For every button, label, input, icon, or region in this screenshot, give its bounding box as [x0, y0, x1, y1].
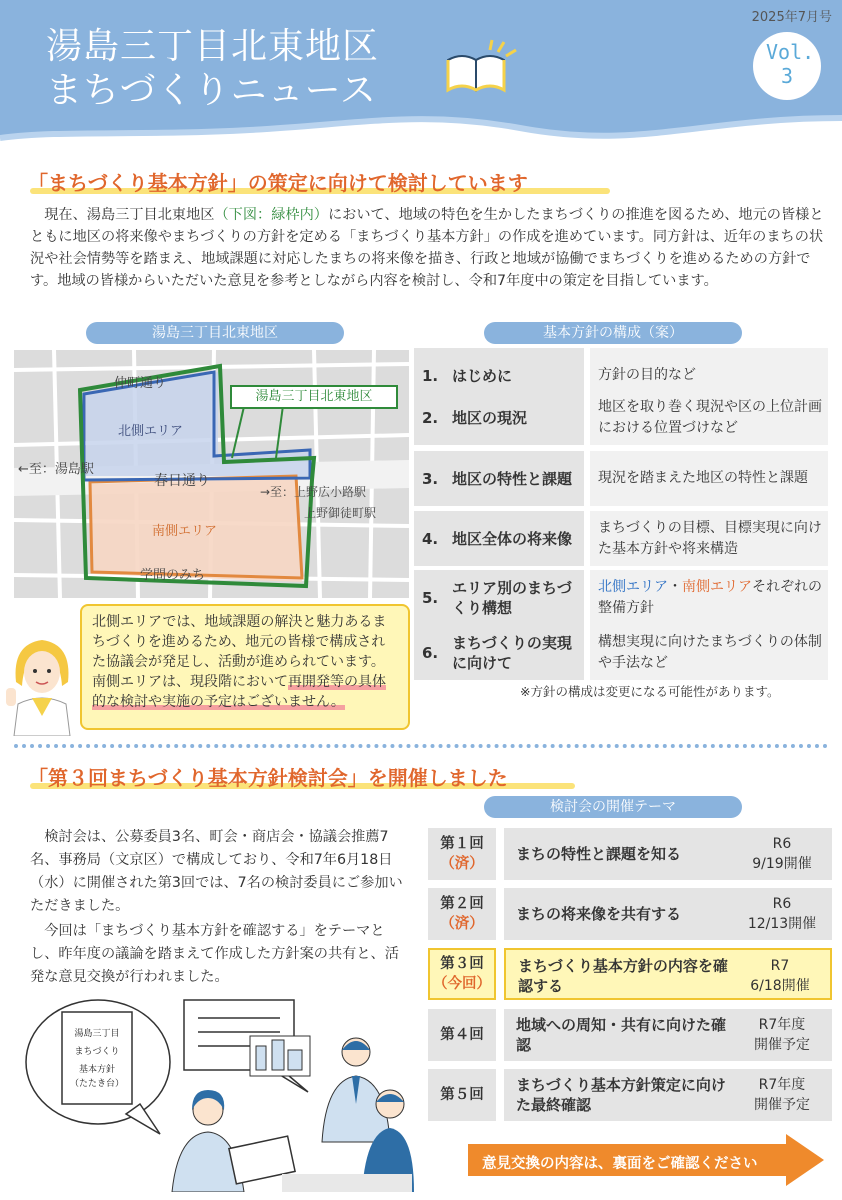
open-book-icon	[440, 38, 520, 98]
page-title-line1: 湯島三丁目北東地区	[46, 26, 380, 67]
theme-number: 第５回	[440, 1087, 484, 1103]
theme-row	[428, 828, 832, 880]
theme-date-detail: 9/19開催	[752, 856, 812, 872]
intro-text-green: （下図：緑枠内）	[214, 207, 328, 223]
structure-desc-rest: それぞれの整備方針	[598, 578, 822, 616]
map-section-pill: 湯島三丁目北東地区	[86, 322, 344, 344]
dotted-divider	[14, 744, 828, 748]
theme-number: 第４回	[440, 1027, 484, 1043]
bubble-text-south	[92, 672, 398, 712]
structure-row	[414, 511, 828, 566]
meeting-illustration	[22, 992, 414, 1192]
theme-status: （済）	[440, 916, 484, 932]
map-label-gakumon: 学問のみち	[140, 568, 206, 583]
theme-date-detail: 12/13開催	[747, 916, 817, 932]
section2-heading: 「第３回まちづくり基本方針検討会」を開催しました	[28, 766, 508, 790]
structure-row-number: 4.	[422, 529, 439, 548]
doc-line: （たたき台）	[69, 1079, 124, 1089]
bubble-text-south-highlight: 再開発等の具体的な検討や実施の予定はございません。	[92, 674, 386, 710]
map-label-nakamachi: 仲町通り	[114, 376, 167, 391]
structure-row-number: 5.	[422, 588, 439, 607]
structure-note: ※方針の構成は変更になる可能性があります。	[520, 684, 780, 699]
structure-row-desc: 地区を取り巻く現況や区の上位計画における位置づけなど	[590, 390, 828, 445]
structure-row-desc: 方針の目的など	[590, 348, 828, 403]
theme-row-current	[428, 948, 832, 1000]
structure-row-label: 地区全体の将来像	[452, 529, 573, 548]
doc-line: まちづくり	[74, 1047, 120, 1057]
theme-title: まちづくり基本方針策定に向けた最終確認	[516, 1076, 726, 1114]
map-label-ueno-station: →至：上野広小路駅	[260, 485, 367, 499]
theme-date-year: R6	[772, 836, 792, 852]
theme-title: 地域への周知・共有に向けた確認	[516, 1016, 727, 1054]
speech-bubble	[80, 604, 410, 730]
structure-row	[414, 570, 828, 625]
structure-desc-south-area: 南側エリア	[682, 578, 752, 595]
structure-desc-separator: ・	[668, 578, 682, 595]
see-reverse-text: 意見交換の内容は、裏面をご確認ください	[482, 1156, 758, 1172]
volume-label: Vol.	[766, 40, 815, 64]
page-title-line2: まちづくりニュース	[46, 70, 377, 111]
theme-date-year: R7年度	[758, 1077, 806, 1093]
theme-row	[428, 1069, 832, 1121]
woman-illustration	[2, 626, 82, 736]
theme-number: 第２回	[440, 896, 484, 912]
theme-number: 第１回	[440, 836, 484, 852]
meeting-paragraph-1: 検討会は、公募委員3名、町会・商店会・協議会推薦7名、事務局（文京区）で構成しており、令和7年6月18日（水）に開催された第3回では、7名の検討委員にご参加いただきました。	[30, 829, 403, 914]
theme-row	[428, 1009, 832, 1061]
header	[0, 0, 842, 150]
theme-date-year: R7年度	[758, 1017, 806, 1033]
doc-line: 湯島三丁目	[74, 1029, 120, 1039]
theme-title: まちづくり基本方針の内容を確認する	[518, 957, 728, 995]
theme-row	[428, 888, 832, 940]
theme-date-detail: 6/18開催	[750, 978, 810, 994]
theme-status: （今回）	[433, 976, 491, 992]
map-label-okachimachi-station: 上野御徒町駅	[304, 506, 377, 520]
map-label-kasuga: 春日通り	[154, 473, 210, 489]
map-callout-district: 湯島三丁目北東地区	[230, 385, 398, 409]
structure-row-desc: 構想実現に向けたまちづくりの体制や手法など	[590, 625, 828, 680]
structure-row-desc: 現況を踏まえた地区の特性と課題	[590, 451, 828, 506]
intro-paragraph	[30, 204, 828, 292]
structure-row-number: 1.	[422, 366, 439, 385]
structure-row-label: 地区の現況	[452, 408, 528, 427]
doc-line: 基本方針	[78, 1065, 115, 1075]
theme-number: 第３回	[440, 956, 484, 972]
structure-row-label: 地区の特性と課題	[452, 469, 573, 488]
structure-row	[414, 625, 828, 680]
intro-text-after: において、地域の特色を生かしたまちづくりの推進を図るため、地元の皆様とともに地区の将来像やまちづくりの方針を定める「まちづくり基本方針」の作成を進めています。同方針は、近年のまちの状況や社会情勢等を踏まえ、地域課題に対応したまちの将来像を描き、行政と地域が協働でまちづくりを進めるための方針です。地域の皆様からいただいた意見を参考としながら内容を検討し、令和7年度中の策定を目指しています。	[30, 207, 824, 289]
structure-row-label: まちづくりの実現に向けて	[452, 633, 572, 672]
structure-desc-north-area: 北側エリア	[598, 578, 668, 595]
map-label-north-area: 北側エリア	[118, 424, 184, 439]
structure-row-number: 2.	[422, 408, 439, 427]
structure-row	[414, 390, 828, 445]
structure-row	[414, 451, 828, 506]
structure-row-label: エリア別のまちづくり構想	[452, 578, 572, 617]
structure-row-number: 3.	[422, 469, 439, 488]
section1-heading: 「まちづくり基本方針」の策定に向けて検討しています	[28, 171, 528, 195]
intro-text-before: 現在、湯島三丁目北東地区	[44, 207, 215, 223]
issue-date: 2025年7月号	[751, 10, 832, 25]
meeting-paragraph-2: 今回は「まちづくり基本方針を確認する」をテーマとし、昨年度の議論を踏まえて作成した方針案の共有と、活発な意見交換が行われました。	[30, 923, 399, 985]
bubble-text-south-plain: 南側エリアは、現段階において	[92, 674, 288, 690]
theme-date-year: R7	[770, 958, 790, 974]
theme-date-detail: 開催予定	[754, 1037, 810, 1053]
structure-row-number: 6.	[422, 643, 439, 662]
bubble-text-north: 北側エリアでは、地域課題の解決と魅力あるまちづくりを進めるため、地元の皆様で構成された協議会が発足し、活動が進められています。	[92, 614, 387, 670]
theme-status: （済）	[440, 856, 484, 872]
themes-section-pill: 検討会の開催テーマ	[484, 796, 742, 818]
structure-row-desc: まちづくりの目標、目標実現に向けた基本方針や将来構造	[590, 511, 828, 566]
structure-row-label: はじめに	[452, 366, 513, 385]
theme-title: まちの将来像を共有する	[516, 905, 682, 923]
map-label-yushima-station: ←至：湯島駅	[18, 462, 94, 477]
structure-row-desc	[590, 570, 828, 625]
volume-number: 3	[781, 64, 794, 88]
map-label-south-area: 南側エリア	[152, 524, 218, 539]
structure-section-pill: 基本方針の構成（案）	[484, 322, 742, 344]
theme-date-detail: 開催予定	[754, 1097, 810, 1113]
theme-title: まちの特性と課題を知る	[516, 845, 682, 863]
meeting-illustration-graphic	[22, 992, 414, 1192]
theme-date-year: R6	[772, 896, 792, 912]
